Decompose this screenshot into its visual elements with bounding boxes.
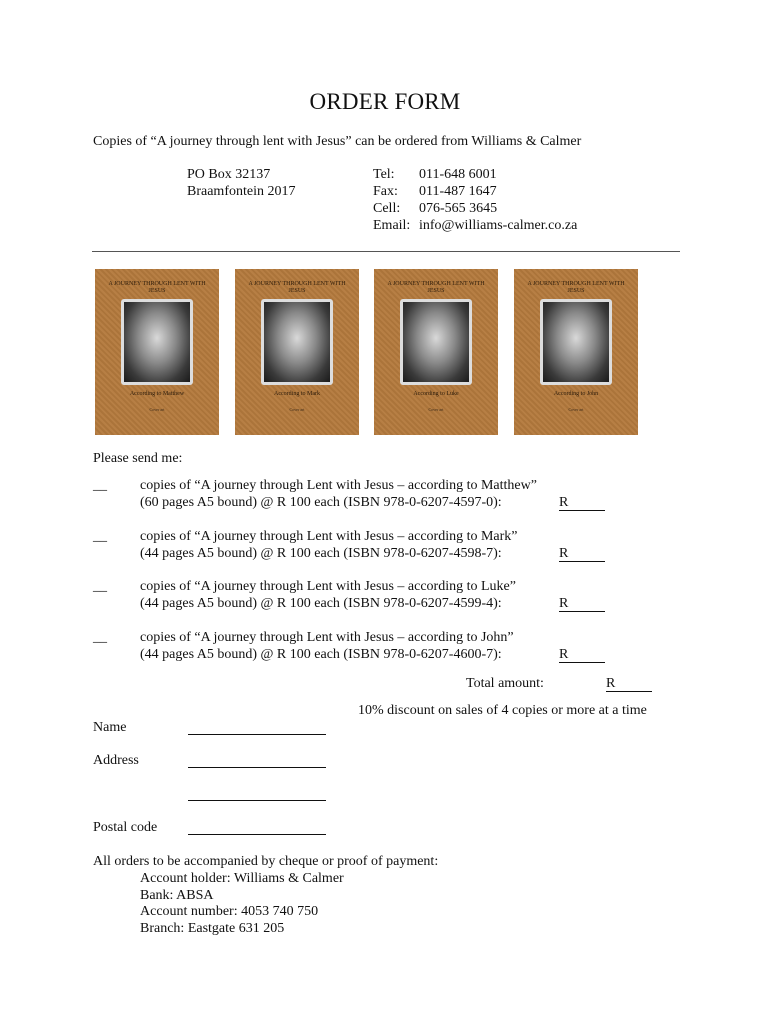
cell-label: Cell: — [373, 201, 401, 216]
email-value: info@williams-calmer.co.za — [419, 218, 578, 233]
address-input-line-1[interactable] — [188, 767, 326, 768]
book-cover-mark — [235, 269, 359, 435]
book-cover-luke — [374, 269, 498, 435]
cover-artwork — [121, 299, 193, 385]
discount-note: 10% discount on sales of 4 copies or more at a time — [358, 703, 647, 718]
payment-heading: All orders to be accompanied by cheque or proof of payment: — [93, 854, 439, 869]
book-cover-matthew — [95, 269, 219, 435]
city: Braamfontein 2017 — [187, 184, 296, 199]
branch: Branch: Eastgate 631 205 — [140, 921, 285, 936]
cover-subtitle: According to Mark — [274, 391, 320, 397]
cover-title: A JOURNEY THROUGH LENT WITH JESUS — [527, 281, 625, 294]
item-line1: copies of “A journey through Lent with Jesus – according to Mark” — [140, 529, 518, 544]
item-line1: copies of “A journey through Lent with Jesus – according to Luke” — [140, 579, 516, 594]
intro-text: Copies of “A journey through lent with Jesus” can be ordered from Williams & Calmer — [93, 134, 582, 149]
quantity-blank-matthew[interactable]: __ — [93, 478, 107, 493]
item-line1: copies of “A journey through Lent with Jesus – according to Matthew” — [140, 478, 537, 493]
book-cover-john — [514, 269, 638, 435]
cover-artwork — [540, 299, 612, 385]
cell-value: 076-565 3645 — [419, 201, 498, 216]
item-line1: copies of “A journey through Lent with Jesus – according to John” — [140, 630, 514, 645]
cover-title: A JOURNEY THROUGH LENT WITH JESUS — [248, 281, 346, 294]
name-input-line[interactable] — [188, 734, 326, 735]
cover-credit: Cover art — [149, 407, 165, 412]
item-line2: (44 pages A5 bound) @ R 100 each (ISBN 978-0-6207-4599-4): — [140, 596, 502, 611]
quantity-blank-john[interactable]: __ — [93, 630, 107, 645]
address-input-line-2[interactable] — [188, 800, 326, 801]
cover-title: A JOURNEY THROUGH LENT WITH JESUS — [387, 281, 485, 294]
cover-artwork — [261, 299, 333, 385]
total-label: Total amount: — [466, 676, 544, 691]
cover-credit: Cover art — [568, 407, 584, 412]
cover-subtitle: According to Matthew — [129, 391, 185, 397]
item-line2: (44 pages A5 bound) @ R 100 each (ISBN 978-0-6207-4598-7): — [140, 546, 502, 561]
address-label: Address — [93, 753, 139, 768]
divider — [92, 251, 680, 252]
quantity-blank-luke[interactable]: __ — [93, 579, 107, 594]
amount-field-luke[interactable]: R — [559, 596, 605, 612]
fax-label: Fax: — [373, 184, 398, 199]
amount-field-matthew[interactable]: R — [559, 495, 605, 511]
amount-field-mark[interactable]: R — [559, 546, 605, 562]
amount-field-john[interactable]: R — [559, 647, 605, 663]
cover-credit: Cover art — [428, 407, 444, 412]
cover-credit: Cover art — [289, 407, 305, 412]
account-number: Account number: 4053 740 750 — [140, 904, 319, 919]
item-line2: (60 pages A5 bound) @ R 100 each (ISBN 978-0-6207-4597-0): — [140, 495, 502, 510]
tel-label: Tel: — [373, 167, 395, 182]
cover-subtitle: According to John — [553, 391, 599, 397]
email-label: Email: — [373, 218, 411, 233]
cover-artwork — [400, 299, 472, 385]
fax-value: 011-487 1647 — [419, 184, 497, 199]
po-box: PO Box 32137 — [187, 167, 271, 182]
cover-title: A JOURNEY THROUGH LENT WITH JESUS — [108, 281, 206, 294]
bank: Bank: ABSA — [140, 888, 214, 903]
item-line2: (44 pages A5 bound) @ R 100 each (ISBN 978-0-6207-4600-7): — [140, 647, 502, 662]
quantity-blank-mark[interactable]: __ — [93, 529, 107, 544]
page-title: ORDER FORM — [309, 89, 461, 114]
postal-code-label: Postal code — [93, 820, 158, 835]
postal-code-input-line[interactable] — [188, 834, 326, 835]
name-label: Name — [93, 720, 127, 735]
please-send-label: Please send me: — [93, 451, 183, 466]
cover-subtitle: According to Luke — [413, 391, 459, 397]
account-holder: Account holder: Williams & Calmer — [140, 871, 344, 886]
total-amount-field[interactable]: R — [606, 676, 652, 692]
tel-value: 011-648 6001 — [419, 167, 497, 182]
